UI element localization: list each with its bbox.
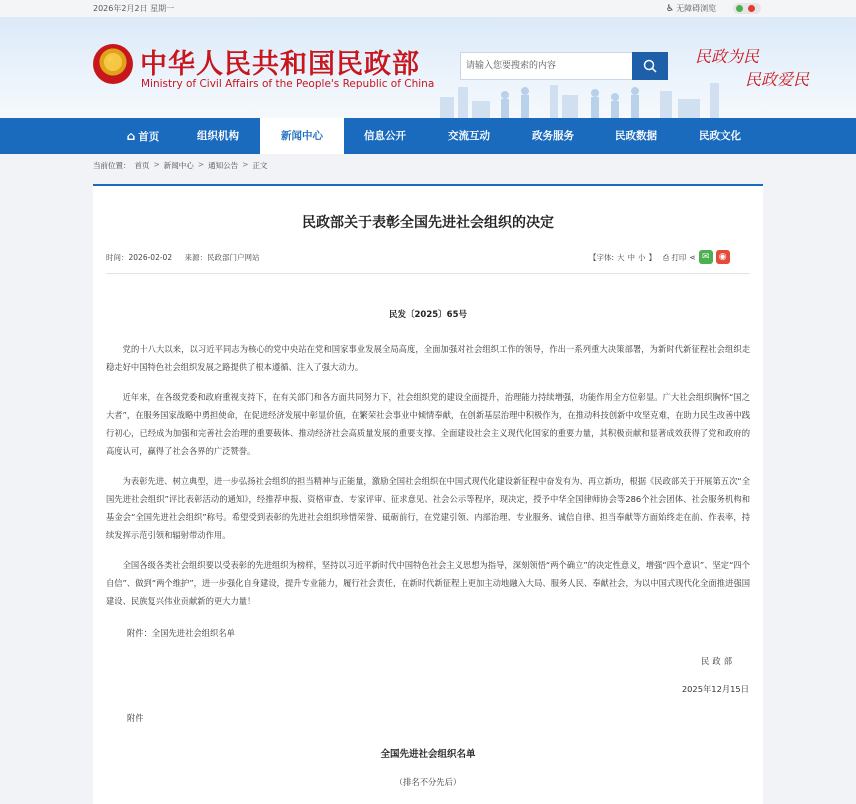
home-icon: ⌂: [126, 129, 136, 143]
slogan-line-2: 民政爱民: [745, 70, 810, 89]
signature-date: 2025年12月15日: [681, 684, 749, 694]
article-tools: 【字体: 大 中 小 】 ⎙ 打印 ⋖ ✉ ◉: [589, 250, 730, 264]
attachment-label: 附件: [127, 713, 144, 723]
breadcrumb-news[interactable]: 新闻中心: [163, 161, 194, 170]
site-logo-english: Ministry of Civil Affairs of the People's Republic of China: [141, 78, 435, 90]
search-icon: [643, 59, 657, 73]
article-meta: [106, 252, 259, 263]
font-size-small[interactable]: 小: [638, 252, 646, 262]
current-date: 2026年2月2日 星期一: [93, 4, 175, 13]
nav-item-organization[interactable]: 组织机构: [197, 130, 239, 142]
site-logo-chinese[interactable]: 中华人民共和国民政部: [140, 49, 420, 80]
search-input[interactable]: [461, 53, 633, 79]
article-paragraph: 党的十八大以来，以习近平同志为核心的党中央站在党和国家事业发展全局高度，全面加强对社会组织工作的领导，作出一系列重大决策部署，为新时代新征程社会组织走稳走好中国特色社会组织发展之路提供了根本遵循、注入了强大动力。: [106, 344, 750, 372]
breadcrumb-prefix: 当前位置：: [93, 161, 131, 170]
weibo-icon[interactable]: ◉: [716, 250, 730, 264]
breadcrumb-notices[interactable]: 通知公告: [208, 161, 239, 170]
font-size-large[interactable]: 大: [617, 252, 625, 262]
article-paragraph: 近年来，在各级党委和政府重视支持下，在有关部门和各方面共同努力下，社会组织党的建设全面提升，治理能力持续增强，功能作用全方位彰显。广大社会组织胸怀“国之大者”，在服务国家战略中勇担使命，在促进经济发展中彰显价值，在繁荣社会事业中倾情奉献，在创新基层治理中积极作为，在推动科技创新中攻坚克难，在助力民生改善中践行初心，已经成为加强和完善社会治理的重要载体、推动经济社会高质量发展的重要支撑、全面建设社会主义现代化国家的重要力量，其积极贡献和显著成效获得了党和政府的高度认可，赢得了社会各界的广泛赞誉。: [106, 392, 750, 456]
search-box: [460, 52, 668, 80]
nav-item-interaction[interactable]: 交流互动: [448, 130, 490, 142]
font-size-medium[interactable]: 中: [627, 252, 636, 262]
wechat-icon[interactable]: ✉: [699, 250, 713, 264]
article-title: 民政部关于表彰全国先进社会组织的决定: [302, 215, 554, 231]
nav-item-data[interactable]: 民政数据: [615, 130, 657, 142]
slogan-line-1: 民政为民: [695, 47, 760, 66]
article-source: 来源：民政部门户网站: [184, 253, 260, 262]
signature: 民政部: [701, 656, 735, 666]
breadcrumb-home[interactable]: 首页: [134, 161, 150, 170]
accessibility-label: 无障碍浏览: [676, 4, 717, 13]
accessibility-link[interactable]: [666, 3, 716, 14]
contrast-toggle-icon[interactable]: [733, 3, 761, 14]
article-paragraph: 全国各级各类社会组织要以受表彰的先进组织为榜样，坚持以习近平新时代中国特色社会主义思想为指导，深刻领悟“两个确立”的决定性意义，增强“四个意识”、坚定“四个自信”、做到“两个维护”，进一步强化自身建设，提升专业能力，履行社会责任，在新时代新征程上更加主动地融入大局、服务人民、奉献社会，为以中国式现代化全面推进强国建设、民族复兴伟业贡献新的更大力量！: [106, 560, 750, 606]
list-title: 全国先进社会组织名单: [380, 749, 476, 760]
share-icon[interactable]: ⋖: [689, 252, 696, 262]
top-utility-bar: [0, 0, 856, 17]
main-nav: [0, 118, 856, 154]
nav-item-culture[interactable]: 民政文化: [699, 130, 741, 142]
print-icon: ⎙: [663, 252, 670, 262]
article-paragraph: 为表彰先进、树立典型，进一步弘扬社会组织的担当精神与正能量，激励全国社会组织在中国式现代化建设新征程中奋发有为、再立新功，根据《民政部关于开展第五次“全国先进社会组织”评比表彰活动的通知》，经推荐申报、资格审查、专家评审、征求意见、社会公示等程序，现决定，授予中华全国律师协会等286个社会团体、社会服务机构和基金会“全国先进社会组织”称号。希望受到表彰的先进社会组织珍惜荣誉、砥砺前行，在党建引领、内部治理、专业服务、诚信自律、担当奉献等方面始终走在前、作表率，持续发挥示范引领和辐射带动作用。: [106, 476, 750, 540]
publish-time: 时间：2026-02-02: [106, 253, 173, 262]
document-number: 民发〔2025〕65号: [389, 310, 467, 320]
skyline-decoration: [430, 77, 750, 118]
list-note: （排名不分先后）: [394, 777, 462, 787]
emblem-icon: ★: [93, 44, 133, 84]
search-button[interactable]: [632, 52, 668, 80]
attachment-line: 附件：全国先进社会组织名单: [127, 628, 235, 638]
print-button[interactable]: ⎙ 打印: [663, 252, 687, 262]
accessibility-icon: ♿: [666, 3, 675, 14]
breadcrumb-current: 正文: [252, 161, 268, 170]
header-banner: [0, 17, 856, 118]
meta-divider: [106, 273, 750, 274]
article-card: [93, 184, 763, 804]
breadcrumb: 当前位置： 首页 > 新闻中心 > 通知公告 > 正文: [93, 160, 268, 170]
nav-item-disclosure[interactable]: 信息公开: [364, 130, 406, 142]
nav-item-home[interactable]: ⌂ 首页: [101, 118, 185, 154]
nav-item-news[interactable]: 新闻中心: [260, 118, 344, 154]
nav-item-services[interactable]: 政务服务: [532, 130, 574, 142]
